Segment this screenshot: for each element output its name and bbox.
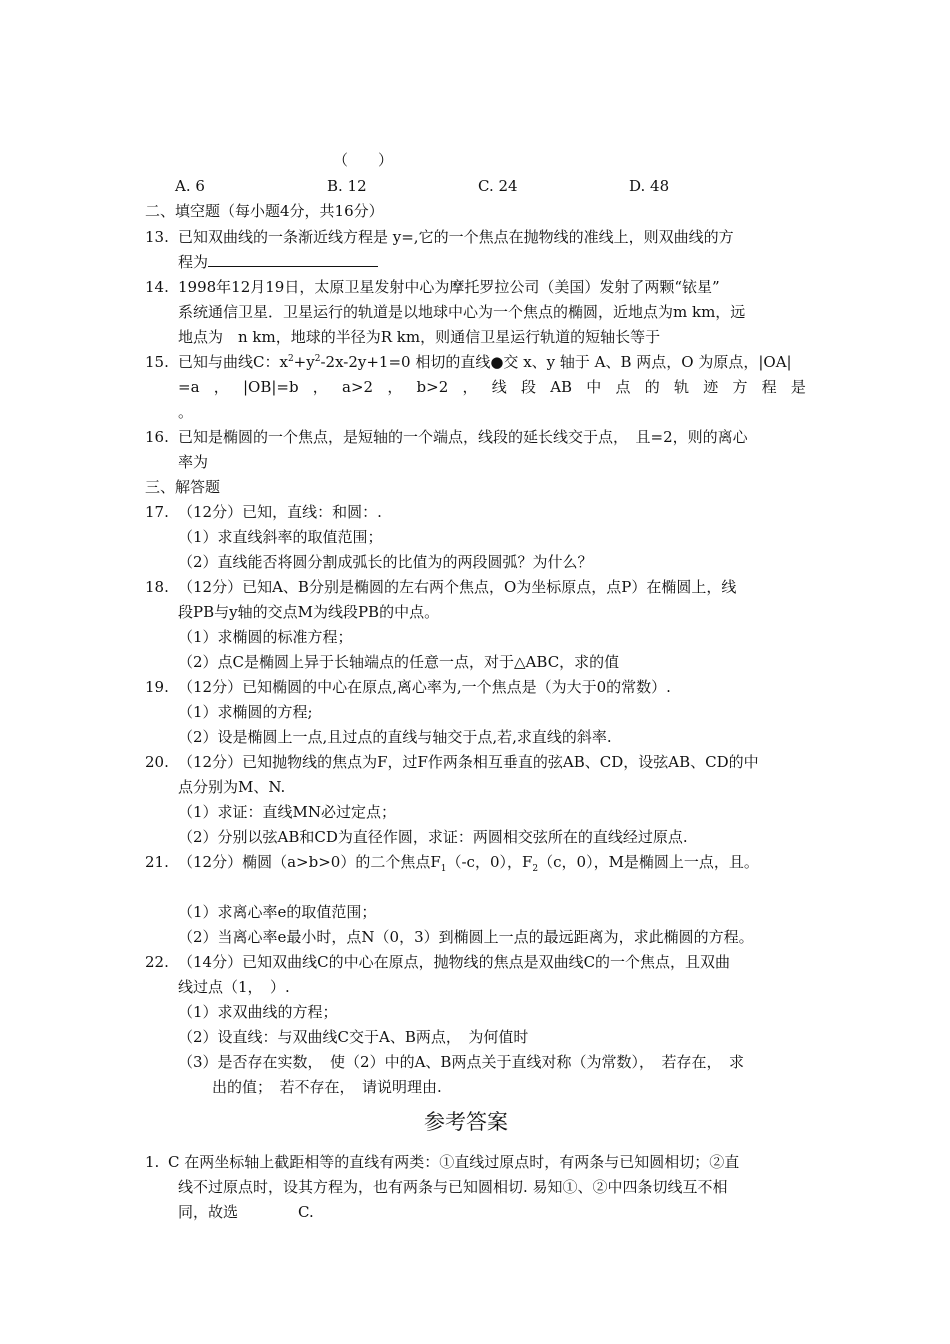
sub-question: （3）是否存在实数， 使（2）中的A、B两点关于直线对称（为常数）， 若存在， 求: [178, 1053, 744, 1071]
sub-question: （2）设直线：与双曲线C交于A、B两点， 为何值时: [178, 1028, 529, 1046]
section-heading-solutions: 三、解答题: [145, 478, 221, 496]
question-text: （12分）椭圆（a>b>0）的二个焦点$F_1(-c$，0），$F_2(c$，0），M是椭圆上一点，且。: [178, 853, 759, 874]
answers-title: 参考答案: [424, 1110, 508, 1134]
section-heading-fill-in: 二、填空题（每小题4分，共16分）: [145, 202, 384, 220]
question-text: 段PB与y轴的交点M为线段PB的中点。: [178, 603, 440, 621]
sub-question: （1）求证：直线MN必过定点；: [178, 803, 397, 821]
sub-question: （1）求双曲线的方程；: [178, 1003, 338, 1021]
question-number: 16.: [145, 428, 169, 446]
sub-question: （2）分别以弦AB和CD为直径作圆，求证：两圆相交弦所在的直线经过原点.: [178, 828, 688, 846]
question-text: （12分）已知A、B分别是椭圆的左右两个焦点，O为坐标原点，点P）在椭圆上，线: [178, 578, 737, 596]
question-text: 点分别为M、N.: [178, 778, 286, 796]
option-c: C. 24: [478, 177, 518, 195]
question-number: 21.: [145, 853, 169, 871]
question-text: 1998年12月19日，太原卫星发射中心为摩托罗拉公司（美国）发射了两颗“铱星”: [178, 278, 720, 296]
question-number: 14.: [145, 278, 169, 296]
answer-blank: [208, 252, 378, 267]
question-text: 。: [178, 403, 194, 421]
question-text: 已知是椭圆的一个焦点，是短轴的一个端点，线段的延长线交于点， 且=2，则的离心: [178, 428, 748, 446]
question-text: 程为: [178, 252, 378, 272]
question-number: 13.: [145, 228, 169, 246]
question-number: 17.: [145, 503, 169, 521]
answer-text: 线不过原点时，设其方程为，也有两条与已知圆相切. 易知①、②中四条切线互不相: [178, 1178, 728, 1196]
sub-question: （1）求椭圆的标准方程；: [178, 628, 353, 646]
sub-question: （1）求直线斜率的取值范围；: [178, 528, 383, 546]
sub-question: （2）直线能否将圆分割成弧长的比值为的两段圆弧？为什么？: [178, 553, 593, 571]
option-b: B. 12: [327, 177, 367, 195]
question-text: （12分）已知，直线：和圆：.: [178, 503, 382, 521]
question-text: （12分）已知抛物线的焦点为F，过F作两条相互垂直的弦AB、CD，设弦AB、CD的中: [178, 753, 759, 771]
answer-paren: （ ）: [333, 151, 394, 169]
sub-question: （2）当离心率e最小时，点N（0，3）到椭圆上一点的最远距离为，求此椭圆的方程。: [178, 928, 754, 946]
question-number: 22.: [145, 953, 169, 971]
question-number: 15.: [145, 353, 169, 371]
answer-text: 同，故选 C.: [178, 1203, 314, 1221]
answer-number: 1.: [145, 1153, 160, 1171]
question-text-justified: =a ， |OB|=b ， a>2 ， b>2 ， 线 段 AB 中 点 的 轨 迹 方 程 是: [178, 378, 806, 396]
question-text: 系统通信卫星．卫星运行的轨道是以地球中心为一个焦点的椭圆，近地点为m km，远: [178, 303, 746, 321]
question-number: 18.: [145, 578, 169, 596]
sub-question: （2）设是椭圆上一点,且过点的直线与轴交于点,若,求直线的斜率.: [178, 728, 612, 746]
answer-text: C 在两坐标轴上截距相等的直线有两类：①直线过原点时，有两条与已知圆相切；②直: [168, 1153, 740, 1171]
question-text: 率为: [178, 453, 209, 471]
question-text: 线过点（1， ）.: [178, 978, 290, 996]
question-text: 地点为 n km，地球的半径为R km，则通信卫星运行轨道的短轴长等于: [178, 328, 661, 346]
sub-question: （2）点C是椭圆上异于长轴端点的任意一点，对于△ABC，求的值: [178, 653, 620, 671]
question-text: 已知双曲线的一条渐近线方程是 y=,它的一个焦点在抛物线的准线上，则双曲线的方: [178, 228, 734, 246]
question-text: 已知与曲线C：$x^2+y^2-2x-2y+1=0$ 相切的直线●交 x、y 轴于 A、B 两点，O 为原点，|OA|: [178, 353, 792, 371]
option-d: D. 48: [629, 177, 670, 195]
sub-question: （1）求离心率e的取值范围；: [178, 903, 377, 921]
option-a: A. 6: [175, 177, 205, 195]
question-number: 19.: [145, 678, 169, 696]
sub-question: （1）求椭圆的方程;: [178, 703, 313, 721]
question-text: （14分）已知双曲线C的中心在原点，抛物线的焦点是双曲线C的一个焦点，且双曲: [178, 953, 731, 971]
question-number: 20.: [145, 753, 169, 771]
sub-question: 出的值； 若不存在， 请说明理由.: [212, 1078, 442, 1096]
question-text: （12分）已知椭圆的中心在原点,离心率为,一个焦点是（为大于0的常数）.: [178, 678, 671, 696]
